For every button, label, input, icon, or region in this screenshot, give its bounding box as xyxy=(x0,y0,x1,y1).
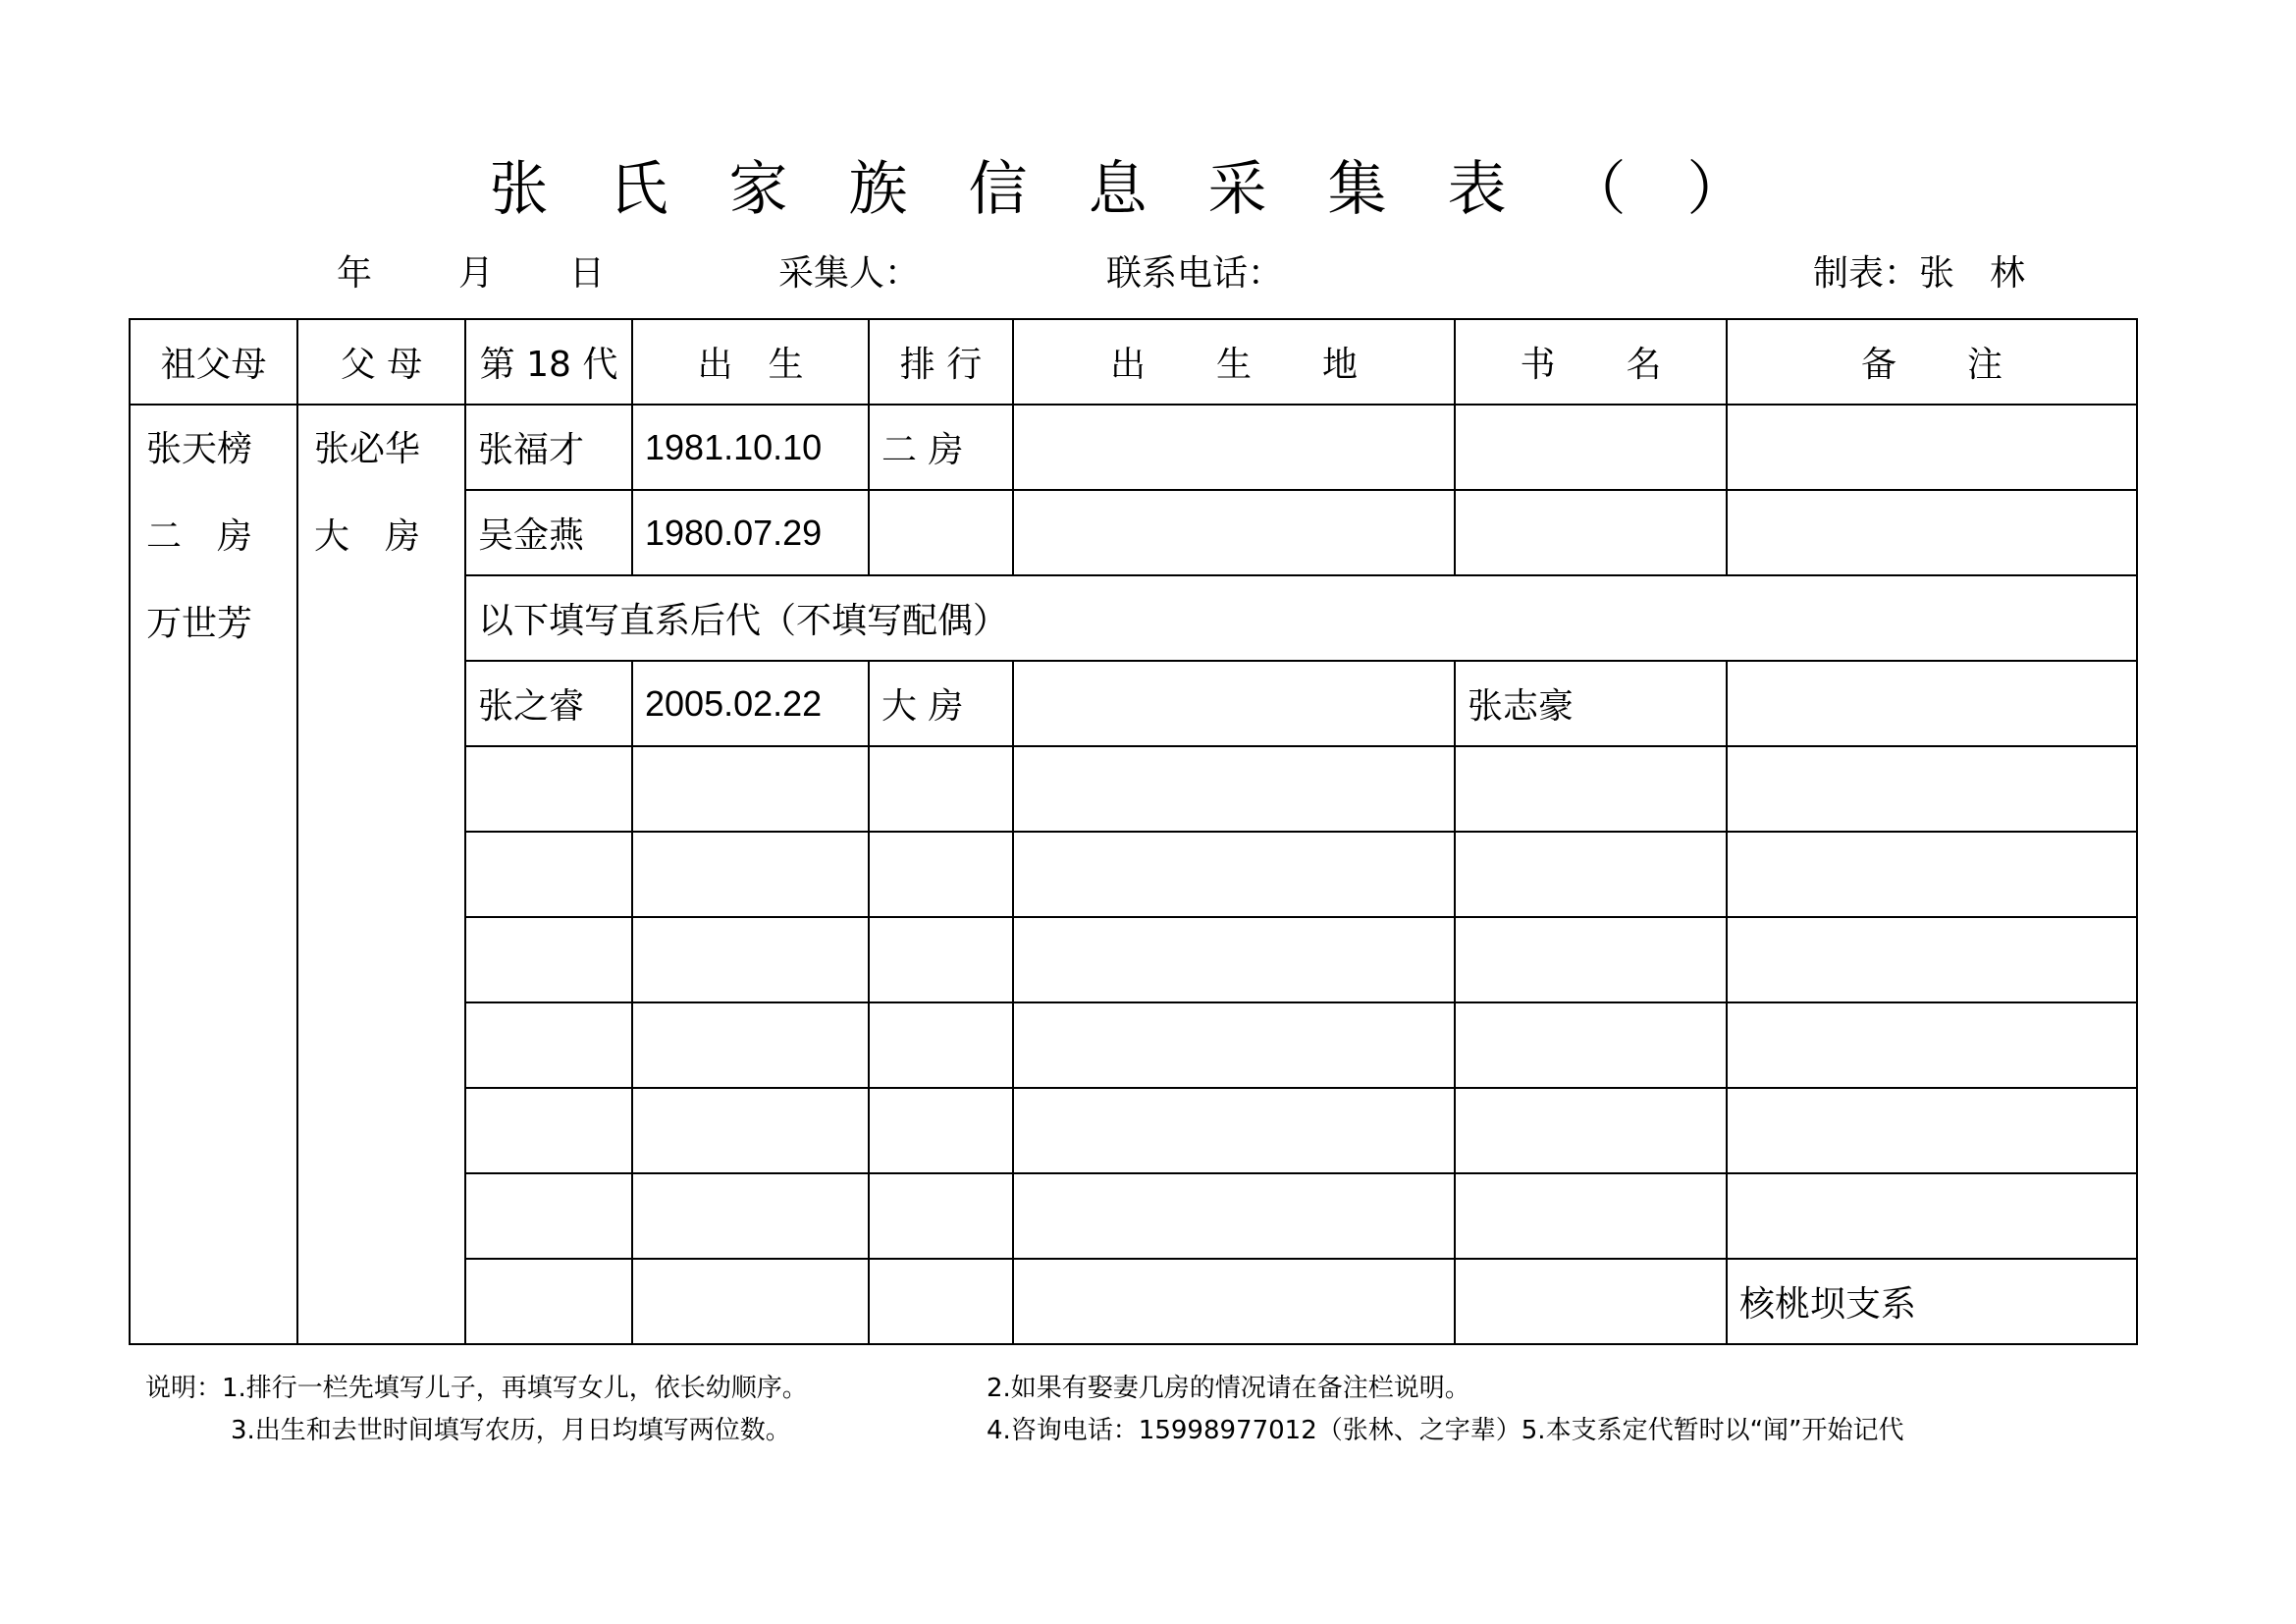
parents-branch: 大 房 xyxy=(314,516,421,557)
birth-cell[interactable] xyxy=(632,1173,869,1259)
book-name-cell[interactable] xyxy=(1455,405,1727,490)
birthplace-cell[interactable] xyxy=(1013,1002,1455,1088)
date-month-label: 月 xyxy=(458,253,495,294)
name-cell[interactable]: 张福才 xyxy=(465,405,632,490)
book-name-cell[interactable] xyxy=(1455,490,1727,575)
birth-cell[interactable] xyxy=(632,917,869,1002)
remarks-cell[interactable] xyxy=(1727,1088,2137,1173)
name-cell[interactable] xyxy=(465,1088,632,1173)
name-cell[interactable] xyxy=(465,1173,632,1259)
col-header-birth: 出 生 xyxy=(632,319,869,405)
rank-cell[interactable] xyxy=(869,1088,1013,1173)
birth-cell[interactable]: 2005.02.22 xyxy=(632,661,869,746)
rank-cell[interactable] xyxy=(869,1002,1013,1088)
name-cell[interactable] xyxy=(465,746,632,832)
birthplace-cell[interactable] xyxy=(1013,832,1455,917)
book-name-cell[interactable] xyxy=(1455,832,1727,917)
rank-cell[interactable] xyxy=(869,1259,1013,1344)
branch-note-cell[interactable]: 核桃坝支系 xyxy=(1727,1259,2137,1344)
birth-cell[interactable]: 1981.10.10 xyxy=(632,405,869,490)
remarks-cell[interactable] xyxy=(1727,746,2137,832)
name-cell[interactable] xyxy=(465,1259,632,1344)
book-name-cell[interactable] xyxy=(1455,917,1727,1002)
birthplace-cell[interactable] xyxy=(1013,1173,1455,1259)
book-name-cell[interactable] xyxy=(1455,1088,1727,1173)
birthplace-cell[interactable] xyxy=(1013,1088,1455,1173)
birthplace-cell[interactable] xyxy=(1013,917,1455,1002)
birthplace-cell[interactable] xyxy=(1013,490,1455,575)
rank-cell[interactable] xyxy=(869,1173,1013,1259)
book-name-cell[interactable] xyxy=(1455,1173,1727,1259)
col-header-parents: 父 母 xyxy=(297,319,465,405)
remarks-cell[interactable] xyxy=(1727,661,2137,746)
birthplace-cell[interactable] xyxy=(1013,746,1455,832)
col-header-book-name: 书 名 xyxy=(1455,319,1727,405)
rank-cell[interactable] xyxy=(869,832,1013,917)
note-1: 说明：1.排行一栏先填写儿子，再填写女儿，依长幼顺序。 xyxy=(145,1374,808,1403)
remarks-cell[interactable] xyxy=(1727,917,2137,1002)
parents-cell xyxy=(297,405,465,1344)
col-header-remarks: 备 注 xyxy=(1727,319,2137,405)
grandparents-cell xyxy=(130,405,297,1344)
note-2: 2.如果有娶妻几房的情况请在备注栏说明。 xyxy=(987,1374,1470,1403)
book-name-cell[interactable] xyxy=(1455,1259,1727,1344)
grandparents-branch: 二 房 xyxy=(146,516,253,557)
rank-cell[interactable]: 大 房 xyxy=(869,661,1013,746)
birth-cell[interactable] xyxy=(632,832,869,917)
family-info-table xyxy=(129,318,2138,1345)
table-maker: 制表：张 林 xyxy=(1813,253,2026,294)
book-name-cell[interactable]: 张志豪 xyxy=(1455,661,1727,746)
col-header-birthplace: 出 生 地 xyxy=(1013,319,1455,405)
birth-cell[interactable] xyxy=(632,1088,869,1173)
book-name-cell[interactable] xyxy=(1455,746,1727,832)
col-header-rank: 排 行 xyxy=(869,319,1013,405)
date-day-label: 日 xyxy=(569,253,606,294)
remarks-cell[interactable] xyxy=(1727,1002,2137,1088)
grandmother-name: 万世芳 xyxy=(146,604,253,644)
note-3: 3.出生和去世时间填写农历，月日均填写两位数。 xyxy=(231,1416,791,1445)
form-title: 张氏家族信息采集表（） xyxy=(489,155,1807,224)
name-cell[interactable] xyxy=(465,1002,632,1088)
rank-cell[interactable] xyxy=(869,490,1013,575)
remarks-cell[interactable] xyxy=(1727,1173,2137,1259)
parent-name: 张必华 xyxy=(314,429,421,469)
name-cell[interactable] xyxy=(465,917,632,1002)
rank-cell[interactable] xyxy=(869,746,1013,832)
birth-cell[interactable]: 1980.07.29 xyxy=(632,490,869,575)
birth-cell[interactable] xyxy=(632,746,869,832)
col-header-generation: 第 18 代 xyxy=(465,319,632,405)
collector-label: 采集人： xyxy=(778,253,921,294)
name-cell[interactable]: 张之睿 xyxy=(465,661,632,746)
birthplace-cell[interactable] xyxy=(1013,661,1455,746)
col-header-grandparents: 祖父母 xyxy=(130,319,297,405)
phone-label: 联系电话： xyxy=(1106,253,1284,294)
book-name-cell[interactable] xyxy=(1455,1002,1727,1088)
name-cell[interactable] xyxy=(465,832,632,917)
rank-cell[interactable] xyxy=(869,917,1013,1002)
header-row xyxy=(130,319,2137,405)
table-row xyxy=(130,405,2137,490)
grandfather-name: 张天榜 xyxy=(146,429,253,469)
rank-cell[interactable]: 二 房 xyxy=(869,405,1013,490)
birth-cell[interactable] xyxy=(632,1259,869,1344)
remarks-cell[interactable] xyxy=(1727,405,2137,490)
remarks-cell[interactable] xyxy=(1727,490,2137,575)
birthplace-cell[interactable] xyxy=(1013,405,1455,490)
remarks-cell[interactable] xyxy=(1727,832,2137,917)
descendants-banner: 以下填写直系后代（不填写配偶） xyxy=(465,575,2137,661)
date-year-label: 年 xyxy=(337,253,373,294)
name-cell[interactable]: 吴金燕 xyxy=(465,490,632,575)
birth-cell[interactable] xyxy=(632,1002,869,1088)
birthplace-cell[interactable] xyxy=(1013,1259,1455,1344)
note-4: 4.咨询电话：15998977012（张林、之字辈）5.本支系定代暂时以“闻”开始记代 xyxy=(987,1416,1904,1445)
